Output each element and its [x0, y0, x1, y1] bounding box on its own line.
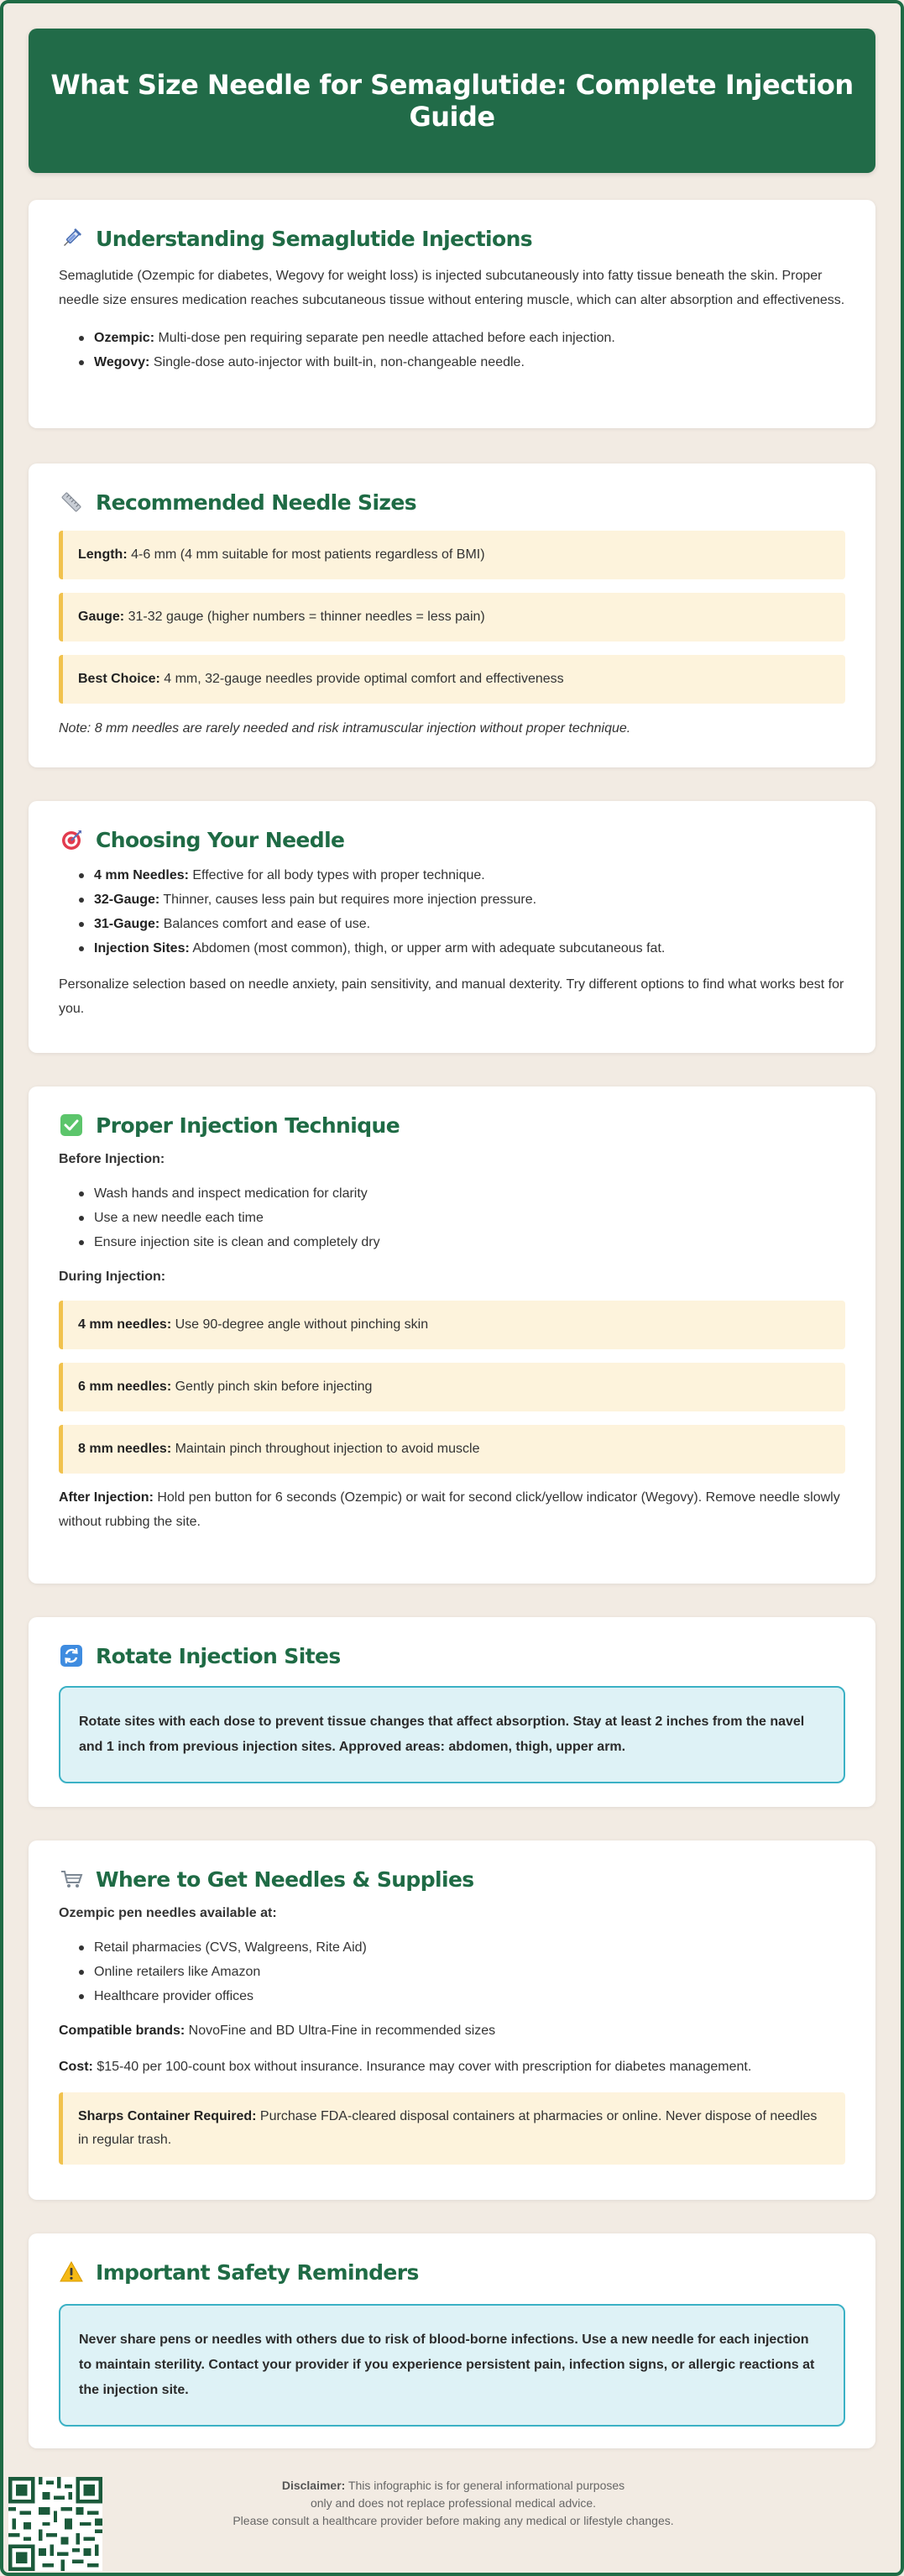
checkmark-icon	[59, 1113, 84, 1138]
choosing-outro: Personalize selection based on needle anxiety, pain sensitivity, and manual dexterity. Try different options to find what works best for you.	[59, 977, 844, 1016]
section-title-row	[59, 823, 845, 856]
retailers-list	[79, 1935, 845, 2008]
during-injection-label: During Injection:	[59, 1270, 166, 1284]
ruler-icon	[59, 490, 84, 515]
section-intro: Semaglutide (Ozempic for diabetes, Wegovy for weight loss) is injected subcutaneously into fatty tissue beneath the skin. Proper needle size ensures medication reaches subcutaneous tissue without entering muscle, which can alter absorption and effectiveness.	[59, 269, 845, 307]
section-choosing-needle	[29, 801, 875, 1053]
section-title: Rotate Injection Sites	[96, 1643, 341, 1668]
section-understanding	[29, 200, 875, 428]
section-title-row	[59, 1108, 845, 1142]
disclaimer: Disclaimer: This infographic is for general informational purposes only and does not replace professional medical advice. Please consult a healthcare provider before making any medical or lifestyle changes.	[233, 2479, 674, 2527]
page-title: What Size Needle for Semaglutide: Complete Injection Guide	[50, 69, 854, 133]
list-item: Wegovy: Single-dose auto-injector with built-in, non-changeable needle.	[79, 350, 845, 374]
sizes-note: Note: 8 mm needles are rarely needed and risk intramuscular injection without proper technique.	[59, 721, 631, 736]
section-rotate-sites	[29, 1617, 875, 1807]
section-title-row	[59, 2255, 845, 2289]
rotate-arrows-icon	[59, 1643, 84, 1668]
section-title: Understanding Semaglutide Injections	[96, 226, 533, 251]
section-title: Where to Get Needles & Supplies	[96, 1867, 474, 1892]
warning-icon	[59, 2259, 84, 2285]
shopping-cart-icon	[59, 1867, 84, 1892]
pen-types-list	[79, 326, 845, 374]
safety-box: Never share pens or needles with others due to risk of blood-borne infections. Use a new needle for each injection to maintain sterility. Contact your provider if you experience persistent pain, infection signs, or allergic reactions at the injection site.	[59, 2304, 845, 2427]
section-title-row	[59, 485, 845, 519]
highlight-gauge: Gauge: 31-32 gauge (higher numbers = thinner needles = less pain)	[59, 593, 845, 641]
section-title: Choosing Your Needle	[96, 827, 345, 852]
list-item: Wash hands and inspect medication for clarity	[79, 1181, 845, 1206]
sharps-container-note: Sharps Container Required: Purchase FDA-cleared disposal containers at pharmacies or online. Never dispose of needles in regular trash.	[59, 2092, 845, 2165]
page-header	[29, 29, 875, 173]
needle-choice-list	[79, 863, 845, 961]
before-injection-label: Before Injection:	[59, 1152, 165, 1166]
list-item: 31-Gauge: Balances comfort and ease of use.	[79, 912, 845, 936]
section-title-row	[59, 1862, 845, 1896]
cost-text: Cost: $15-40 per 100-count box without insurance. Insurance may cover with prescription for diabetes management.	[59, 2060, 752, 2074]
list-item: Online retailers like Amazon	[79, 1960, 845, 1984]
list-item: Injection Sites: Abdomen (most common), thigh, or upper arm with adequate subcutaneous fat.	[79, 936, 845, 961]
highlight-6mm: 6 mm needles: Gently pinch skin before injecting	[59, 1363, 845, 1411]
list-item: Ensure injection site is clean and completely dry	[79, 1230, 845, 1254]
compatible-brands: Compatible brands: NovoFine and BD Ultra-Fine in recommended sizes	[59, 2024, 496, 2038]
section-title-row	[59, 1639, 845, 1673]
list-item: Use a new needle each time	[79, 1206, 845, 1230]
qr-code	[8, 2477, 102, 2571]
section-title-row	[59, 222, 845, 255]
list-item: Retail pharmacies (CVS, Walgreens, Rite Aid)	[79, 1935, 845, 1960]
section-supplies	[29, 1840, 875, 2200]
highlight-length: Length: 4-6 mm (4 mm suitable for most patients regardless of BMI)	[59, 531, 845, 579]
list-item: Ozempic: Multi-dose pen requiring separate pen needle attached before each injection.	[79, 326, 845, 350]
target-icon	[59, 827, 84, 852]
syringe-icon	[59, 226, 84, 251]
section-injection-technique	[29, 1086, 875, 1584]
list-item: 4 mm Needles: Effective for all body types with proper technique.	[79, 863, 845, 887]
section-title: Important Safety Reminders	[96, 2259, 419, 2285]
section-safety	[29, 2233, 875, 2448]
highlight-4mm: 4 mm needles: Use 90-degree angle without pinching skin	[59, 1301, 845, 1349]
list-item: 32-Gauge: Thinner, causes less pain but requires more injection pressure.	[79, 887, 845, 912]
list-item: Healthcare provider offices	[79, 1984, 845, 2008]
rotate-sites-box: Rotate sites with each dose to prevent tissue changes that affect absorption. Stay at least 2 inches from the navel and 1 inch from previous injection sites. Approved areas: abdomen, thigh, upper arm.	[59, 1686, 845, 1783]
highlight-8mm: 8 mm needles: Maintain pinch throughout injection to avoid muscle	[59, 1425, 845, 1474]
availability-label: Ozempic pen needles available at:	[59, 1906, 277, 1920]
after-injection-text: After Injection: Hold pen button for 6 seconds (Ozempic) or wait for second click/yellow indicator (Wegovy). Remove needle slowly without rubbing the site.	[59, 1490, 840, 1529]
before-injection-list	[79, 1181, 845, 1254]
highlight-best-choice: Best Choice: 4 mm, 32-gauge needles provide optimal comfort and effectiveness	[59, 655, 845, 704]
section-needle-sizes	[29, 463, 875, 767]
disclaimer-label: Disclaimer:	[281, 2479, 346, 2492]
section-title: Recommended Needle Sizes	[96, 490, 417, 515]
section-title: Proper Injection Technique	[96, 1113, 400, 1138]
